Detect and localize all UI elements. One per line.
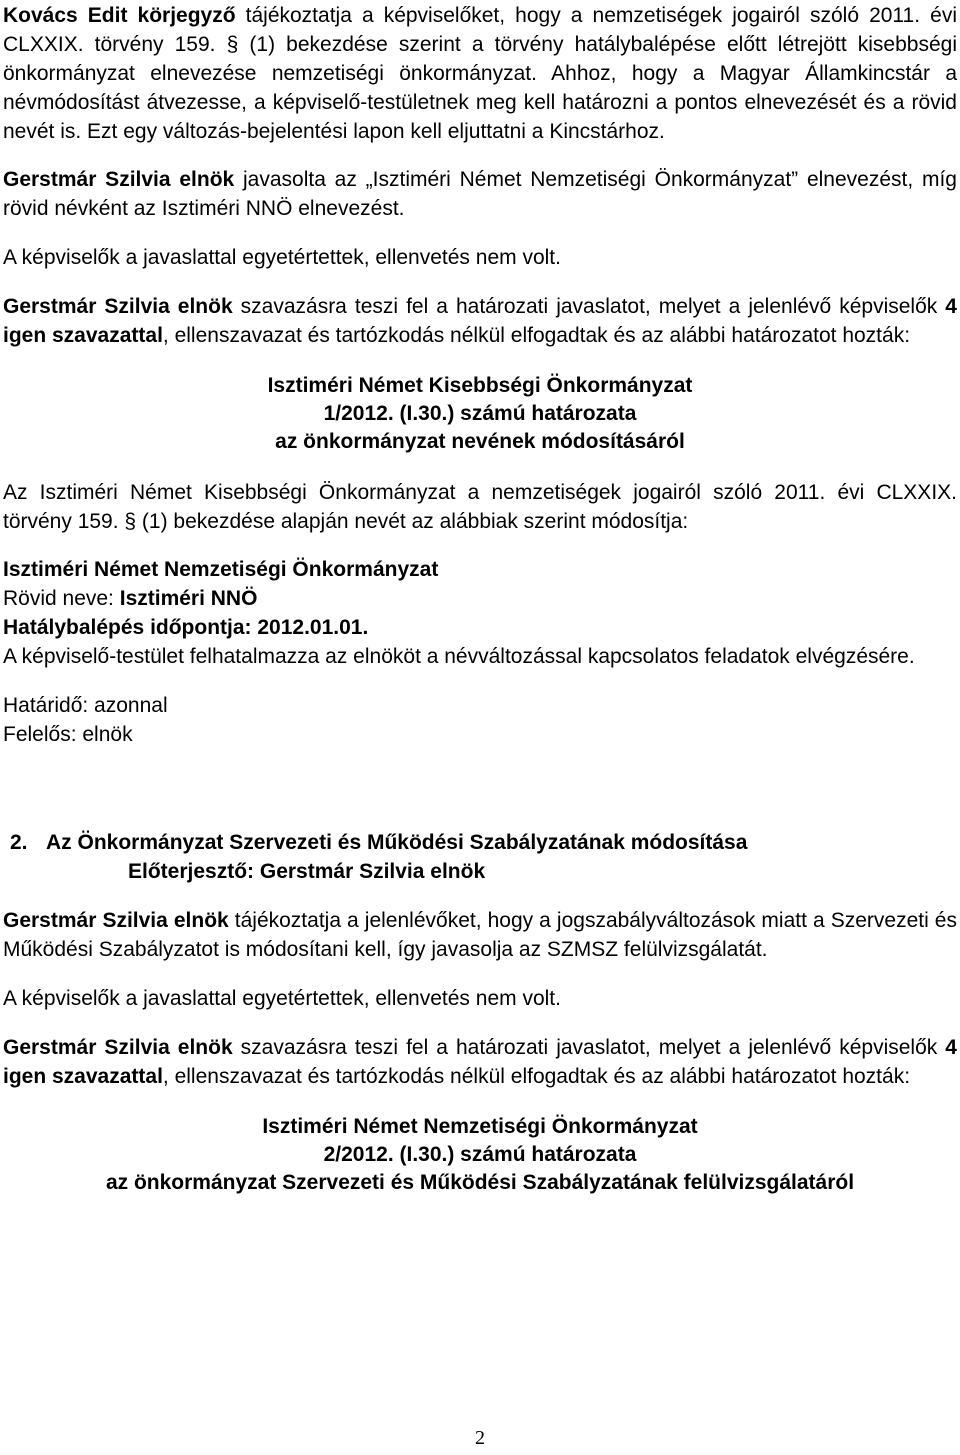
paragraph-notice bbox=[3, 1, 957, 146]
vote-text-b: , ellenszavazat és tartózkodás nélkül elfogadtak és az alábbi határozatot hozták: bbox=[162, 324, 911, 347]
notice-text-3: Ezt egy változás-bejelentési lapon kell eljuttatni a Kincstárhoz. bbox=[81, 120, 665, 143]
vote-count: 4 igen szavazattal bbox=[3, 295, 957, 347]
resolution-number: 1/2012. (I.30.) számú határozata bbox=[323, 402, 637, 425]
responsible: Felelős: elnök bbox=[3, 723, 133, 746]
resolution-body-name: Isztiméri Német Kisebbségi Önkormányzat bbox=[267, 374, 693, 397]
agenda-item-title: Az Önkormányzat Szervezeti és Működési Szabályzatának módosítása bbox=[46, 831, 748, 854]
agreement-statement: A képviselők a javaslattal egyetértettek, ellenvetés nem volt. bbox=[3, 246, 561, 269]
short-name: Isztiméri NNÖ bbox=[119, 587, 258, 610]
vote-text-a: szavazásra teszi fel a határozati javaslatot, melyet a jelenlévő képviselők bbox=[232, 1036, 946, 1059]
agenda-item-heading bbox=[3, 828, 957, 857]
document-page bbox=[3, 1, 957, 1197]
page-number: 2 bbox=[475, 1427, 485, 1449]
new-name: Isztiméri Német Nemzetiségi Önkormányzat bbox=[3, 558, 439, 581]
mandate-text: A képviselő-testület felhatalmazza az elnököt a névváltozással kapcsolatos feladatok elvégzésére. bbox=[3, 645, 915, 668]
vote-text-b: , ellenszavazat és tartózkodás nélkül elfogadtak és az alábbi határozatot hozták: bbox=[162, 1065, 911, 1088]
short-name-label: Rövid neve: bbox=[3, 587, 120, 610]
presenter: Előterjesztő: Gerstmár Szilvia elnök bbox=[128, 860, 486, 883]
resolution-subject: az önkormányzat Szervezeti és Működési Szabályzatának felülvizsgálatáról bbox=[105, 1171, 855, 1194]
resolution-heading bbox=[3, 1113, 957, 1197]
paragraph-proposal bbox=[3, 165, 957, 223]
speaker-name: Gerstmár Szilvia elnök bbox=[3, 1036, 233, 1059]
speaker-name: Gerstmár Szilvia elnök bbox=[3, 168, 235, 191]
resolution-heading bbox=[3, 372, 957, 456]
speaker-name: Gerstmár Szilvia elnök bbox=[3, 295, 233, 318]
speaker-name: Gerstmár Szilvia elnök bbox=[3, 909, 229, 932]
resolution-number: 2/2012. (I.30.) számú határozata bbox=[323, 1143, 637, 1166]
szmsz-notice-text: tájékoztatja a jelenlévőket, hogy a jogszabályváltozások miatt a Szervezeti és Működési Szabályzatot is módosítani kell, így javasolja az SZMSZ felülvizsgálatát. bbox=[3, 909, 957, 961]
speaker-name: Kovács Edit körjegyző bbox=[3, 4, 236, 27]
vote-text-a: szavazásra teszi fel a határozati javaslatot, melyet a jelenlévő képviselők bbox=[232, 295, 946, 318]
paragraph-szmsz-notice bbox=[3, 906, 957, 964]
paragraph-vote bbox=[3, 292, 957, 350]
short-name-line bbox=[3, 584, 957, 613]
effective-date: Hatálybalépés időpontja: 2012.01.01. bbox=[3, 616, 369, 639]
notice-text-2: Ahhoz, hogy a Magyar Államkincstár a névmódosítást átvezesse, a képviselő-testületnek meg kell határozni a pontos elnevezését és a rövid nevét is. bbox=[3, 62, 957, 143]
agreement-statement: A képviselők a javaslattal egyetértettek, ellenvetés nem volt. bbox=[3, 987, 561, 1010]
resolution-body-name: Isztiméri Német Nemzetiségi Önkormányzat bbox=[262, 1115, 698, 1138]
vote-count: 4 igen szavazattal bbox=[3, 1036, 957, 1088]
resolution-subject: az önkormányzat nevének módosításáról bbox=[275, 430, 685, 453]
paragraph-vote bbox=[3, 1033, 957, 1091]
agenda-item-number: 2. bbox=[10, 831, 28, 854]
resolution-intro: Az Isztiméri Német Kisebbségi Önkormányzat a nemzetiségek jogairól szóló 2011. évi CLXXIX. törvény 159. § (1) bekezdése alapján nevét az alábbiak szerint módosítja: bbox=[3, 481, 957, 533]
deadline: Határidő: azonnal bbox=[3, 694, 168, 717]
notice-text-1: tájékoztatja a képviselőket, hogy a nemzetiségek jogairól szóló 2011. évi CLXXIX. törvény 159. § (1) bekezdése szerint a törvény hatálybalépése előtt létrejött kisebbségi önkormányzat elnevezése nemzetiségi önkormányzat. bbox=[3, 4, 957, 85]
proposal-text: javasolta az „Isztiméri Német Nemzetiségi Önkormányzat” elnevezést, míg rövid névként az Isztiméri NNÖ elnevezést. bbox=[3, 168, 957, 220]
